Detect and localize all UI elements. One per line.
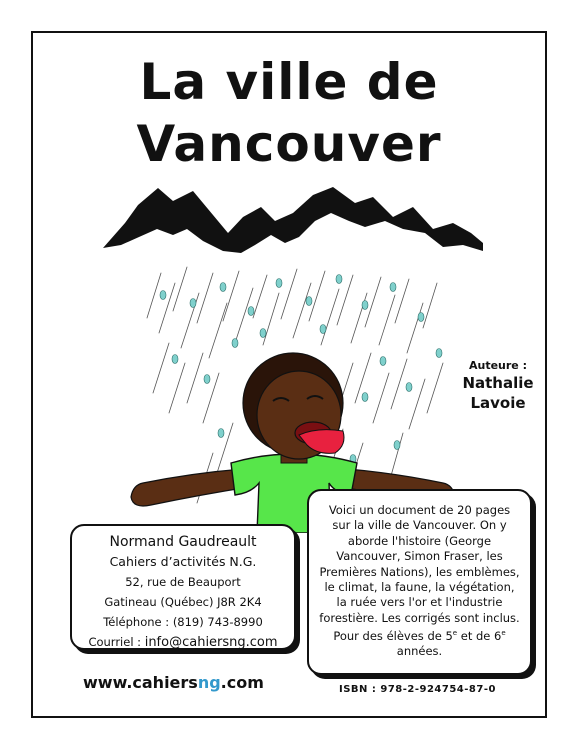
description-end: années. bbox=[396, 644, 443, 659]
title-line-2: Vancouver bbox=[136, 115, 442, 173]
description-sup-1: e bbox=[452, 629, 458, 638]
email-label: Courriel : bbox=[88, 635, 145, 649]
phone-label: Téléphone : bbox=[103, 615, 173, 629]
website-part-2: ng bbox=[197, 673, 221, 692]
website-part-3: .com bbox=[220, 673, 264, 692]
description-box bbox=[307, 489, 532, 675]
mountains-icon bbox=[103, 187, 483, 253]
author-first-name: Nathalie bbox=[462, 374, 534, 392]
cover-illustration bbox=[103, 183, 483, 533]
email-link[interactable]: info@cahiersng.com bbox=[144, 635, 278, 650]
author-label: Auteure : bbox=[468, 359, 527, 372]
author-last-name: Lavoie bbox=[470, 394, 526, 412]
publisher-name: Normand Gaudreault bbox=[109, 534, 257, 550]
publisher-city: Gatineau (Québec) J8R 2K4 bbox=[104, 595, 262, 609]
title-line-1: La ville de bbox=[139, 53, 439, 111]
description-text: Voici un document de 20 pages sur la ville de Vancouver. On y aborde l'histoire (George Vancouver, Simon Fraser, les Premières Nations), les emblèmes, le climat, la faune, la végétation, la ruée vers l'or et l'industrie forestière. Les corrigés sont inclus. Pour des élèves de 5 bbox=[319, 503, 520, 644]
cover-page bbox=[31, 31, 547, 718]
publisher-box bbox=[70, 524, 296, 650]
description-sup-2: e bbox=[501, 629, 506, 638]
description-middle: et de 6 bbox=[457, 629, 502, 644]
publisher-subtitle: Cahiers d’activités N.G. bbox=[109, 554, 257, 569]
website-part-1: www.cahiers bbox=[83, 673, 198, 692]
publisher-email-line bbox=[72, 632, 294, 653]
isbn: ISBN : 978-2-924754-87-0 bbox=[339, 684, 496, 695]
phone-number[interactable]: (819) 743-8990 bbox=[172, 615, 263, 629]
publisher-phone-line bbox=[72, 612, 294, 632]
website-link[interactable] bbox=[83, 673, 264, 692]
publisher-address: 52, rue de Beauport bbox=[125, 575, 241, 589]
